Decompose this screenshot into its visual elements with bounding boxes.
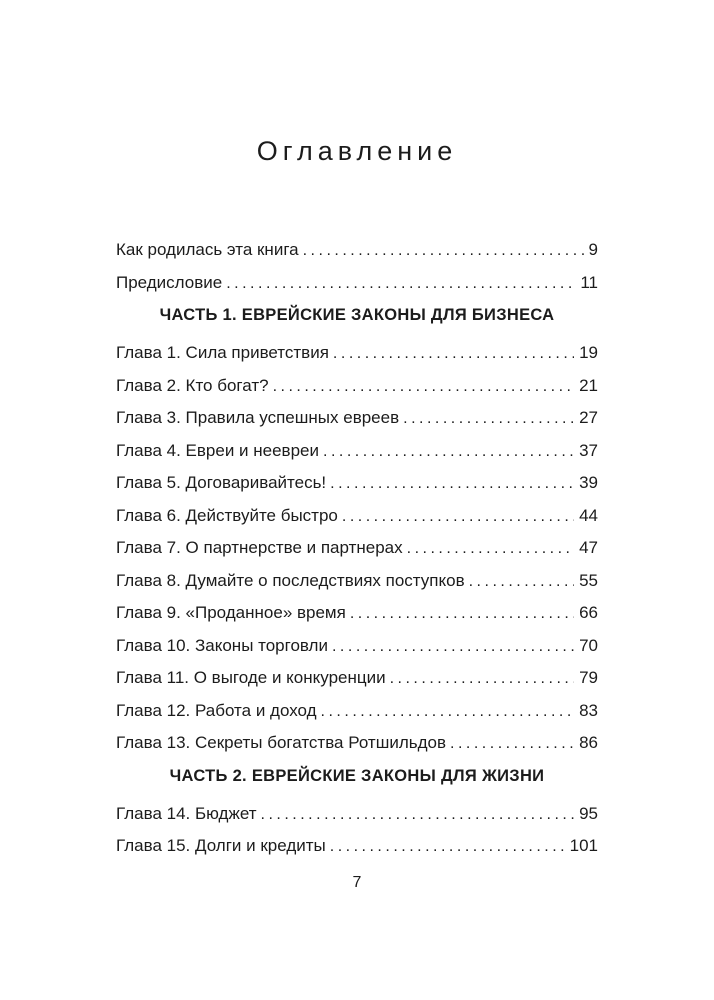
dot-leader bbox=[303, 241, 584, 260]
toc-entry-label: Глава 10. Законы торговли bbox=[116, 635, 328, 655]
toc-entry-label: Глава 8. Думайте о последствиях поступков bbox=[116, 570, 465, 590]
dot-leader bbox=[332, 637, 574, 656]
toc-entry-page: 47 bbox=[579, 538, 598, 557]
dot-leader bbox=[342, 507, 574, 526]
toc-entry-page: 37 bbox=[579, 440, 598, 460]
toc-entry bbox=[116, 344, 598, 363]
toc-entry bbox=[116, 837, 598, 856]
page-title: Оглавление bbox=[256, 136, 458, 166]
toc-entry-label: Глава 13. Секреты богатства Ротшильдов bbox=[116, 733, 447, 752]
toc-entry-page: 27 bbox=[579, 408, 598, 427]
toc-entry bbox=[116, 604, 598, 623]
toc-entry bbox=[116, 637, 598, 656]
toc-entry bbox=[116, 572, 598, 591]
part-1-heading: ЧАСТЬ 1. ЕВРЕЙСКИЕ ЗАКОНЫ ДЛЯ БИЗНЕСА bbox=[159, 306, 555, 324]
toc-entry bbox=[116, 539, 598, 558]
toc-entry bbox=[116, 442, 598, 461]
dot-leader bbox=[323, 442, 574, 461]
toc-entry bbox=[116, 507, 598, 526]
toc-entry-label: Глава 12. Работа и доход bbox=[116, 700, 317, 720]
toc-entry-page: 19 bbox=[579, 343, 598, 362]
dot-leader bbox=[350, 604, 574, 623]
toc-entry bbox=[116, 734, 598, 753]
toc-entry bbox=[116, 474, 598, 493]
toc-entry-label: Глава 9. «Проданное» время bbox=[116, 603, 346, 622]
dot-leader bbox=[333, 344, 574, 363]
toc-entry bbox=[116, 805, 598, 824]
toc-entry bbox=[116, 669, 598, 688]
toc-entry bbox=[116, 409, 598, 428]
toc-entry-label: Глава 11. О выгоде и конкуренции bbox=[116, 668, 386, 687]
toc-entry-label: Глава 3. Правила успешных евреев bbox=[116, 408, 400, 427]
dot-leader bbox=[330, 474, 574, 493]
toc-entry-page: 86 bbox=[579, 733, 598, 752]
toc-entry-page: 66 bbox=[579, 603, 598, 622]
toc-entry-label: Глава 14. Бюджет bbox=[116, 803, 257, 823]
dot-leader bbox=[390, 669, 574, 688]
dot-leader bbox=[321, 702, 575, 721]
toc-entry bbox=[116, 274, 598, 293]
toc-entry-label: Глава 2. Кто богат? bbox=[116, 375, 269, 395]
toc-entry-page: 9 bbox=[588, 240, 598, 259]
dot-leader bbox=[261, 805, 575, 824]
toc-entry-label: Глава 6. Действуйте быстро bbox=[116, 505, 338, 525]
toc-entry-page: 83 bbox=[579, 700, 598, 720]
toc-entry-page: 79 bbox=[579, 668, 598, 687]
dot-leader bbox=[403, 409, 574, 428]
toc-entry-page: 55 bbox=[579, 570, 598, 590]
dot-leader bbox=[450, 734, 574, 753]
toc-entry-label: Как родилась эта книга bbox=[116, 240, 299, 259]
toc-entry bbox=[116, 241, 598, 260]
toc-entry-page: 95 bbox=[579, 803, 598, 823]
toc-entry-page: 21 bbox=[579, 375, 598, 395]
toc-entry-label: Глава 1. Сила приветствия bbox=[116, 343, 329, 362]
dot-leader bbox=[226, 274, 575, 293]
table-of-contents bbox=[116, 241, 598, 856]
dot-leader bbox=[407, 539, 574, 558]
dot-leader bbox=[469, 572, 574, 591]
toc-entry bbox=[116, 702, 598, 721]
toc-entry-label: Глава 15. Долги и кредиты bbox=[116, 836, 326, 855]
toc-entry-page: 70 bbox=[579, 635, 598, 655]
toc-entry-label: Глава 4. Евреи и неевреи bbox=[116, 440, 319, 460]
toc-entry-page: 11 bbox=[580, 272, 598, 292]
page-number-footer: 7 bbox=[352, 874, 362, 891]
dot-leader bbox=[330, 837, 565, 856]
toc-entry-page: 101 bbox=[569, 836, 598, 855]
toc-entry-label: Глава 7. О партнерстве и партнерах bbox=[116, 538, 403, 557]
toc-entry-label: Предисловие bbox=[116, 272, 223, 292]
part-2-heading: ЧАСТЬ 2. ЕВРЕЙСКИЕ ЗАКОНЫ ДЛЯ ЖИЗНИ bbox=[169, 766, 545, 785]
toc-entry-label: Глава 5. Договаривайтесь! bbox=[116, 473, 327, 492]
toc-entry-page: 44 bbox=[579, 505, 598, 525]
toc-entry bbox=[116, 377, 598, 396]
toc-entry-page: 39 bbox=[579, 473, 598, 492]
dot-leader bbox=[273, 377, 575, 396]
